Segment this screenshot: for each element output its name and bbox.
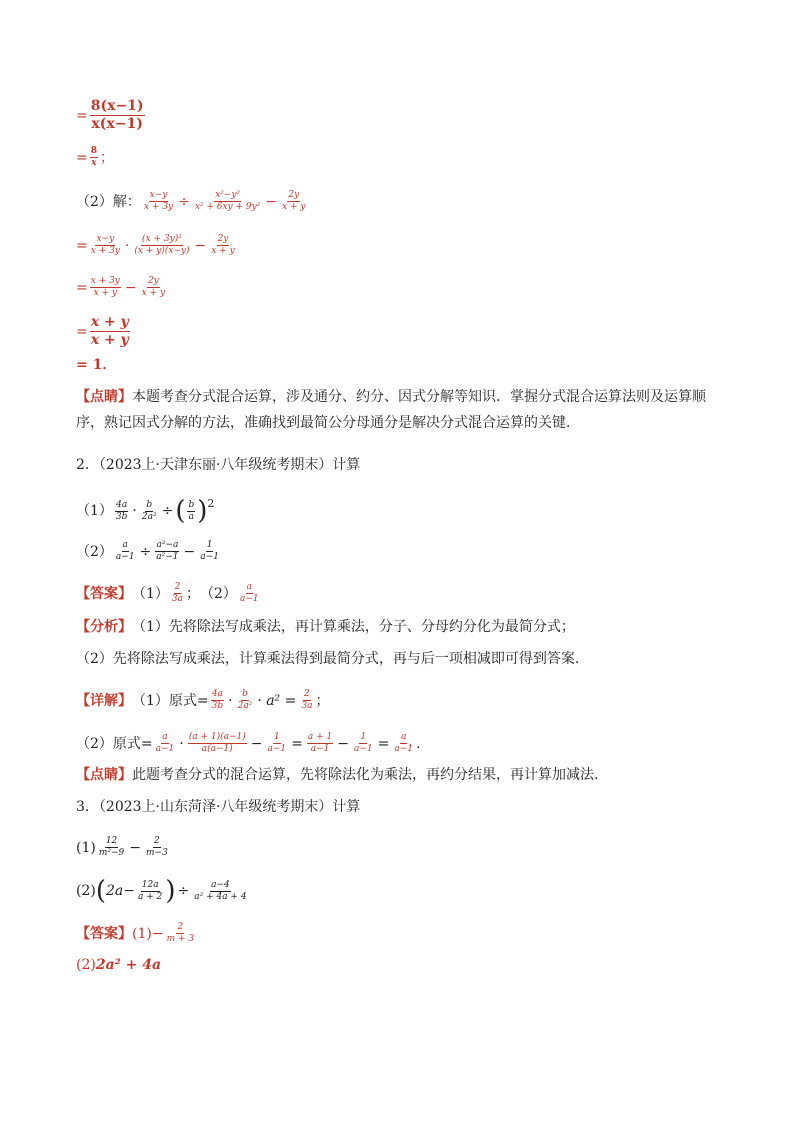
numerator: b [146,499,153,510]
numerator: b [242,689,248,699]
denominator: a−1 [310,744,330,754]
question-2-detail-1 [76,689,329,712]
part-label: （1） [132,585,169,602]
solution-label: （2）解： [76,193,141,210]
step-line-1 [76,98,147,133]
numerator: a [162,732,168,742]
denominator: a−1 [239,594,259,604]
denominator: x + y [93,288,118,298]
numerator: (a + 1)(a−1) [188,732,246,742]
question-2-analysis-1 [76,620,575,634]
divide-sign: ÷ [177,883,190,899]
question-title: 3．（2023上·山东菏泽·八年级统考期末）计算 [76,799,361,815]
answer-expression: 2a² + 4a [95,957,162,973]
numerator: x + y [90,314,129,330]
note-text: 本题考查分式混合运算，涉及通分、约分、因式分解等知识．掌握分式混合运算法则及运算顺序，熟记因式分解的方法，准确找到最简公分母通分是解决分式混合运算的关键． [76,389,706,431]
numerator: 2 [304,689,310,699]
denominator: x [91,158,97,168]
question-2-part-1: （1） $\frac{4a}{3b}$ · $\frac{b}{\text{2a²}}$ ÷ ( $\frac{b}{a}$ ) $^2$ [76,496,215,526]
step-line-6 [76,358,116,372]
detail-label: （2）原式= [76,735,153,752]
numerator: x²−y² [215,190,241,200]
numerator: 1 [273,732,280,742]
denominator: a² + 4a + 4 [194,891,247,902]
question-3-answer-1 [76,922,197,945]
equals-sign: = [377,735,390,752]
dot-sign: · [179,735,184,752]
step-line-2 [76,146,114,169]
expression-term: 2a− [106,883,135,899]
question-3-title [76,800,360,814]
divide-sign: ÷ [178,193,190,210]
denominator: 3b [211,701,224,711]
denominator: a−1 [155,744,175,754]
numerator: 2 [174,582,181,592]
numerator: 2 [177,922,184,932]
detail-tag: 【详解】 [76,692,132,709]
numerator: 1 [206,540,213,550]
denominator: 3a [171,594,184,604]
denominator: a + 2 [137,891,163,902]
dianjing-note-2 [76,768,598,782]
numerator: a + 1 [307,732,333,742]
denominator: a−1 [353,744,373,754]
analysis-text: （2）先将除法写成乘法，计算乘法得到最简分式，再与后一项相减即可得到答案. [76,651,580,667]
detail-label: （1）原式= [132,692,209,709]
question-3-answer-2 [76,958,161,972]
minus-sign: − [124,279,137,296]
numerator: 8(x−1) [90,98,144,114]
numerator: a [246,582,252,592]
question-title: 2．（2023上·天津东丽·八年级统考期末）计算 [76,457,361,473]
note-text: 此题考查分式的混合运算，先将除法化为乘法，再约分结果，再计算加减法. [132,767,599,783]
denominator: a−1 [115,552,135,562]
denominator: x + y [90,332,129,348]
part-label: (1) [76,839,96,856]
semicolon: ； [315,692,330,709]
numerator: 12 [105,836,118,846]
denominator: (x + y)(x−y) [134,246,190,256]
denominator: x + y [211,246,235,256]
denominator: a(a−1) [201,744,233,754]
equals-sign: = [76,279,88,296]
numerator: 12a [141,879,159,890]
minus-sign: − [337,735,349,752]
question-2-detail-2 [76,732,420,755]
equals-sign: = [76,107,88,124]
numerator: x + 3y [90,276,120,286]
denominator: a [188,511,195,522]
expression [141,190,309,213]
denominator: 3a [301,701,313,711]
answer-tag: 【答案】 [76,585,132,602]
period: . [416,735,421,752]
dot-sign: · [124,237,130,254]
equals-sign: = [76,237,88,254]
step-line-5 [76,314,132,349]
fraction [90,146,98,169]
dot-sign: · [132,503,137,519]
minus-sign: − [183,543,196,560]
numerator: a²−a [156,540,179,550]
note-tag: 【点睛】 [76,767,132,783]
denominator: m−3 [146,848,168,858]
question-3-part-1 [76,836,171,859]
numerator: a [122,540,128,550]
denominator: m + 3 [166,934,195,944]
minus-sign: − [194,237,207,254]
divide-sign: ÷ [161,503,174,519]
minus-sign: − [250,735,263,752]
part-label: (2) [76,957,96,973]
numerator: a [400,732,407,742]
denominator: m²−9 [98,848,125,858]
numerator: 2y [288,190,300,200]
analysis-text: （1）先将除法写成乘法，再计算乘法，分子、分母约分化为最简分式； [132,619,575,635]
denominator: 2a² [141,511,157,522]
denominator: a−1 [267,744,287,754]
numerator: 4a [211,689,223,699]
part-label: （2） [200,585,237,602]
denominator: a−1 [394,744,413,754]
numerator: 8 [90,146,97,156]
answer-tag: 【答案】 [76,925,132,942]
denominator: x + y [141,288,166,298]
result: = 1． [76,357,117,373]
part-label: （1） [76,503,113,519]
analysis-tag: 【分析】 [76,619,132,635]
equals-sign: = [76,149,88,166]
numerator: 2y [147,276,159,286]
denominator: 2a² [237,701,253,711]
equals-sign: = [291,735,303,752]
question-2-part-2 [76,540,222,563]
denominator: a²−1 [156,552,179,562]
question-2-title [76,458,360,472]
dot-sign: · [228,692,233,709]
dianjing-note-1 [76,384,726,436]
solution-2-header [76,190,309,213]
question-2-analysis-2 [76,652,579,666]
denominator: x(x−1) [91,116,143,132]
step-line-3 [76,234,238,257]
numerator: (x + 3y)² [142,234,182,244]
numerator: x−y [149,190,168,200]
part-label: （2） [76,543,113,560]
equals-sign: = [76,323,88,340]
numerator: x−y [96,234,115,244]
denominator: x + 3y [143,202,174,212]
denominator: x² + 6xy + 9y² [194,202,261,212]
fraction [90,98,145,133]
note-tag: 【点睛】 [76,389,132,405]
minus-sign: − [265,193,278,210]
denominator: a−1 [200,552,219,562]
multiplier: · a² = [257,692,297,709]
divide-sign: ÷ [139,543,152,560]
part-label: (1)− [132,925,164,942]
numerator: 1 [360,732,367,742]
denominator: x + y [282,202,306,212]
numerator: 2y [217,234,229,244]
question-3-part-2: (2) ( 2a− $\frac{12a}{a + 2}$ ) ÷ $\frac{a-4}{\text{a² + 4a + 4}}$ [76,876,247,906]
numerator: 2 [154,836,160,846]
denominator: 3b [115,511,128,522]
question-2-answer [76,582,262,605]
step-line-4 [76,276,168,299]
exponent: 2 [207,497,215,510]
numerator: a−4 [211,879,230,890]
separator: ； [186,585,201,602]
denominator: x + 3y [90,246,120,256]
numerator: 4a [116,499,128,510]
numerator: b [188,499,195,510]
part-label: (2) [76,883,96,899]
semicolon: ； [100,149,114,166]
minus-sign: − [129,839,141,856]
